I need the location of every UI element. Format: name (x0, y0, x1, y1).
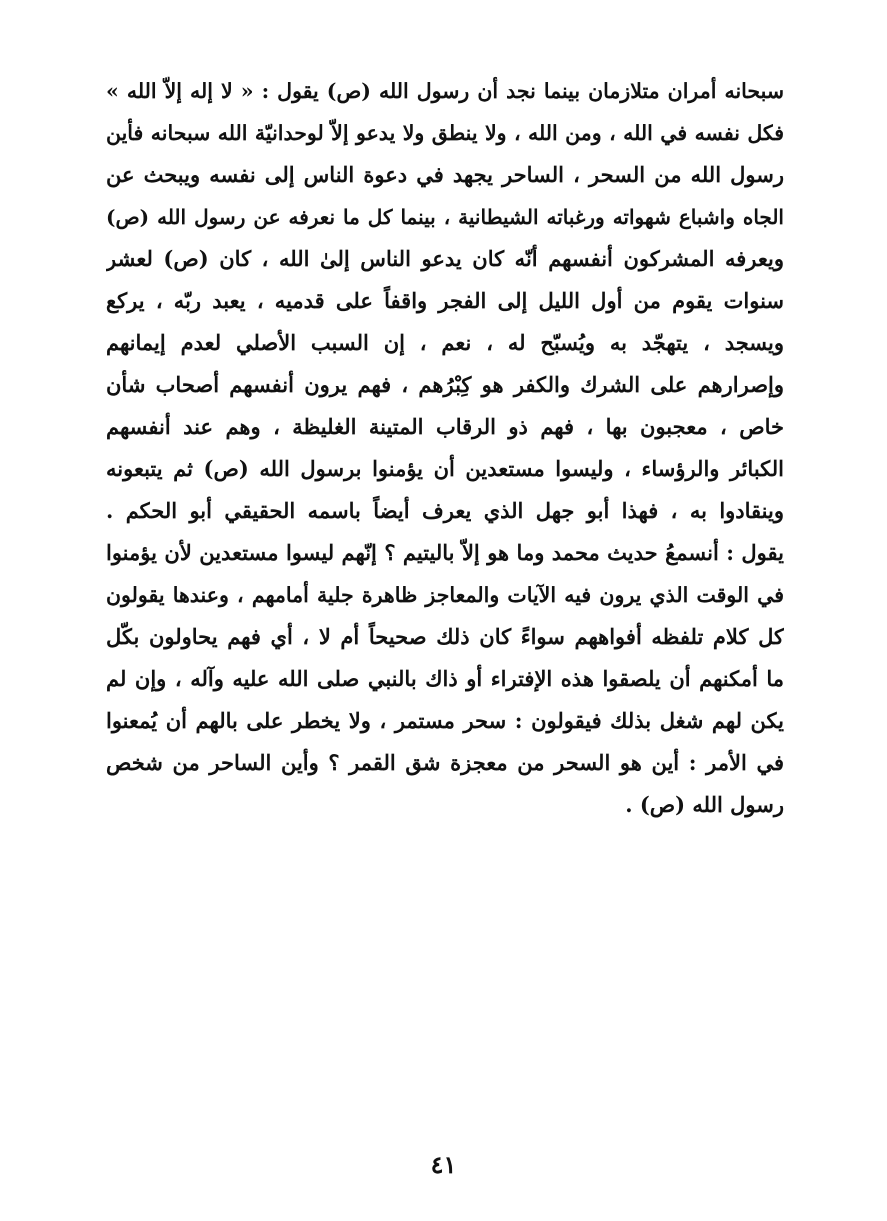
text-line: كل كلام تلفظه أفواههم سواءً كان ذلك صحيحاً أم لا ، أي فهم يحاولون بكّل (106, 624, 784, 649)
text-line: يقول : أنسمعُ حديث محمد وما هو إلاّ باليتيم ؟ إنّهم ليسوا مستعدين لأن يؤمنوا (106, 540, 784, 565)
text-line: فكل نفسه في الله ، ومن الله ، ولا ينطق ولا يدعو إلاّ لوحدانيّة الله سبحانه فأين (106, 121, 784, 145)
text-line: سنوات يقوم من أول الليل إلى الفجر واقفاً على قدميه ، يعبد ربّه ، يركع (106, 288, 784, 313)
text-line: رسول الله (ص) . (625, 792, 784, 817)
page-number: ٤١ (430, 1150, 457, 1179)
text-line: في الوقت الذي يرون فيه الآيات والمعاجز ظاهرة جلية أمامهم ، وعندها يقولون (106, 583, 784, 607)
text-line: الجاه واشباع شهواته ورغباته الشيطانية ، بينما كل ما نعرفه عن رسول الله (ص) (106, 205, 784, 229)
text-line: وإصرارهم على الشرك والكفر هو كِبْرُهم ، فهم يرون أنفسهم أصحاب شأن (106, 372, 784, 397)
body-text (106, 70, 784, 826)
text-line: سبحانه أمران متلازمان بينما نجد أن رسول الله (ص) يقول : « لا إله إلاّ الله » (106, 79, 784, 103)
text-line: يكن لهم شغل بذلك فيقولون : سحر مستمر ، ولا يخطر على بالهم أن يُمعنوا (106, 708, 784, 733)
text-line: خاص ، معجبون بها ، فهم ذو الرقاب المتينة الغليظة ، وهم عند أنفسهم (106, 414, 784, 439)
text-line: الكبائر والرؤساء ، وليسوا مستعدين أن يؤمنوا برسول الله (ص) ثم يتبعونه (106, 456, 784, 481)
text-line: وينقادوا به ، فهذا أبو جهل الذي يعرف أيضاً باسمه الحقيقي أبو الحكم . (106, 498, 784, 523)
text-line: رسول الله من السحر ، الساحر يجهد في دعوة الناس إلى نفسه ويبحث عن (106, 162, 784, 187)
text-line: ويعرفه المشركون أنفسهم أنّه كان يدعو الناس إلىٰ الله ، كان (ص) لعشر (106, 246, 784, 271)
text-line: ويسجد ، يتهجّد به ويُسبّح له ، نعم ، إن السبب الأصلي لعدم إيمانهم (106, 330, 784, 355)
text-line: ما أمكنهم أن يلصقوا هذه الإفتراء أو ذاك بالنبي صلى الله عليه وآله ، وإن لم (106, 666, 784, 691)
text-line: في الأمر : أين هو السحر من معجزة شق القمر ؟ وأين الساحر من شخص (106, 750, 784, 775)
